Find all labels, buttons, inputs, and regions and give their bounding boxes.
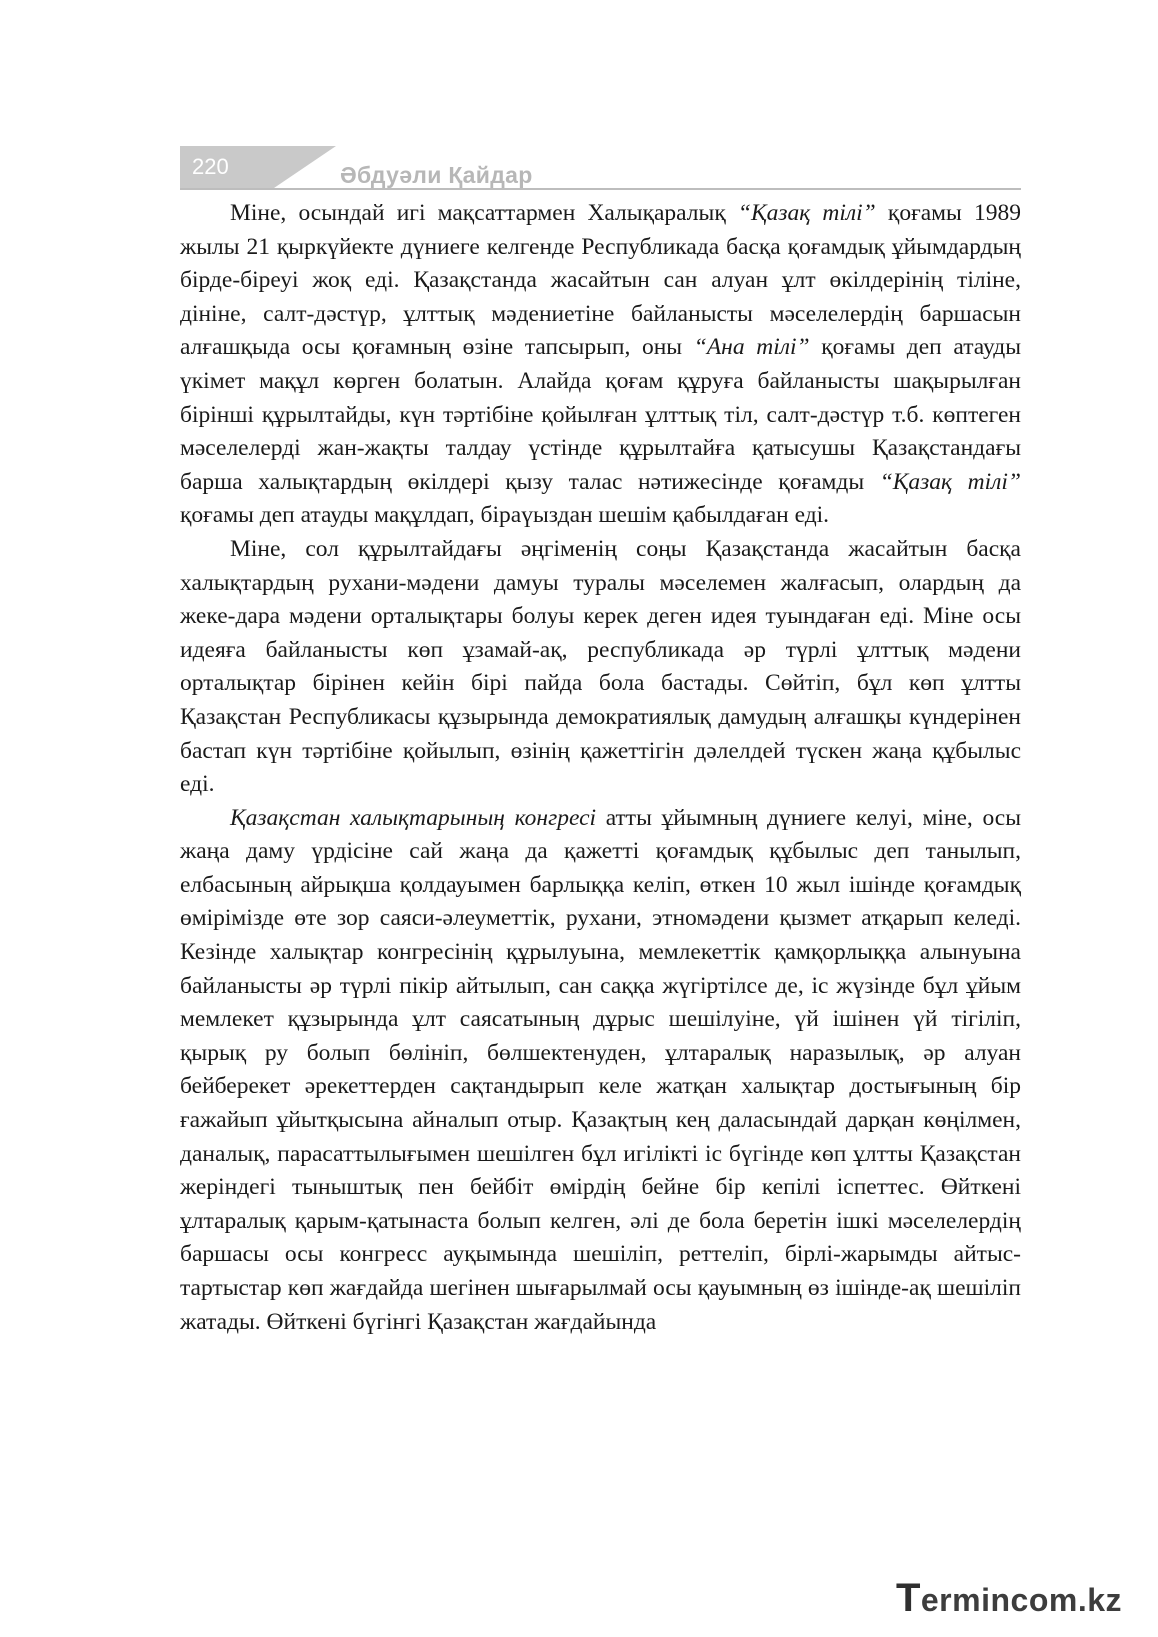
paragraph-1-part-c: қоғамы деп атауды үкімет мақұл көрген болатын. Алайда қоғам құруға байланысты шақырылған бірінші құрылтайды, күн тәртібіне қойылған ұлттық тіл, салт-дәстүр т.б. көптеген мәселелерді жан-жақты талдау үстінде құрылтайға қатысушы Қазақстандағы барша халықтардың өкілдері қызу талас нәтижесінде қоғамды	[180, 334, 1022, 495]
header-decoration	[274, 146, 336, 188]
paragraph-3-rest: атты ұйымның дүниеге келуі, міне, осы жаңа даму үрдісіне сай жаңа да қажетті қоғамдық құбылыс деп танылып, елбасының айрықша қолдауымен барлыққа келіп, өткен 10 жыл ішінде қоғамдық өмірімізде өте зор саяси-әлеуметтік, рухани, этномәдени қызмет атқарып келеді. Кезінде халықтар конгресінің құрылуына, мемлекеттік қамқорлыққа алынуына байланысты әр түрлі пікір айтылып, сан саққа жүгіртілсе де, іс жүзінде бұл ұйым мемлекет құзырында ұлт саясатының дұрыс шешілуіне, үй ішінен үй тігіліп, қырық ру болып бөлініп, бөлшектенуден, ұлтаралық наразылық, әр алуан бейберекет әрекеттерден сақтандырып келе жатқан халықтар достығының бір ғажайып ұйытқысына айналып отыр. Қазақтың кең даласындай дарқан көңілмен, даналық, парасаттылығымен шешілген бұл игілікті іс бүгінде көп ұлтты Қазақстан жеріндегі тыныштық пен бейбіт өмірдің бейне бір кепілі іспеттес. Өйткені ұлтаралық қарым-қатынаста болып келген, әлі де бола беретін ішкі мәселелердің баршасы осы конгресс ауқымында шешіліп, реттеліп, бірлі-жарымды айтыс-тартыстар көп жағдайда шегінен шығарылмай осы қауымның өз ішінде-ақ шешіліп жатады. Өйткені бүгінгі Қазақстан жағдайында	[180, 804, 1021, 1335]
paragraph-3	[180, 802, 1021, 1340]
paragraph-2: Міне, сол құрылтайдағы әңгіменің соңы Қазақстанда жасайтын басқа халықтардың рухани-мәдени дамуы туралы мәселемен жалғасып, олардың да жеке-дара мәдени орталықтары болуы керек деген идея туындаған еді. Міне осы идеяға байланысты көп ұзамай-ақ, республикада әр түрлі ұлттық мәдени орталықтар бірінен кейін бірі пайда бола бастады. Сөйтіп, бұл көп ұлтты Қазақстан Республикасы құзырында демократиялық дамудың алғашқы күндерінен бастап күн тәртібіне қойылып, өзінің қажеттігін дәлелдей түскен жаңа құбылыс еді.	[180, 535, 1021, 798]
running-header-author: Әбдуәли Қайдар	[340, 162, 533, 188]
paragraph-1-part-d: қоғамы деп атауды мақұлдап, біраүыздан шешім қабылдаған еді.	[180, 502, 830, 529]
body-text	[180, 197, 1021, 1339]
paragraph-1	[180, 197, 1021, 533]
italic-term-kazakh-tili: “Қазақ тілі”	[737, 200, 876, 226]
paragraph-1-part-b: қоғамы 1989 жылы 21 қыркүйекте дүниеге келгенде Республикада басқа қоғамдық ұйымдардың бірде-біреуі жоқ еді. Қазақстанда жасайтын сан алуан ұлт өкілдерінің тіліне, дініне, салт-дәстүр, ұлттық мәдениетіне байланысты мәселелердің баршасын алғашқыда осы қоғамның өзіне тапсырып, оны	[180, 200, 1021, 361]
watermark-text: ermincom.kz	[920, 1582, 1122, 1618]
paragraph-1-part-a: Міне, осындай игі мақсаттармен Халықаралық	[230, 200, 738, 226]
italic-term-ana-tili: “Ана тілі”	[693, 334, 810, 361]
running-header	[180, 146, 1021, 191]
italic-term-kazakh-tili-2: “Қазақ тілі”	[879, 468, 1021, 495]
header-rule	[180, 188, 1021, 190]
italic-term-congress: Қазақстан халықтарының конгресі	[230, 804, 597, 831]
watermark-logo	[896, 1576, 1122, 1621]
watermark-initial: T	[895, 1576, 921, 1620]
page-number: 220	[180, 146, 274, 188]
